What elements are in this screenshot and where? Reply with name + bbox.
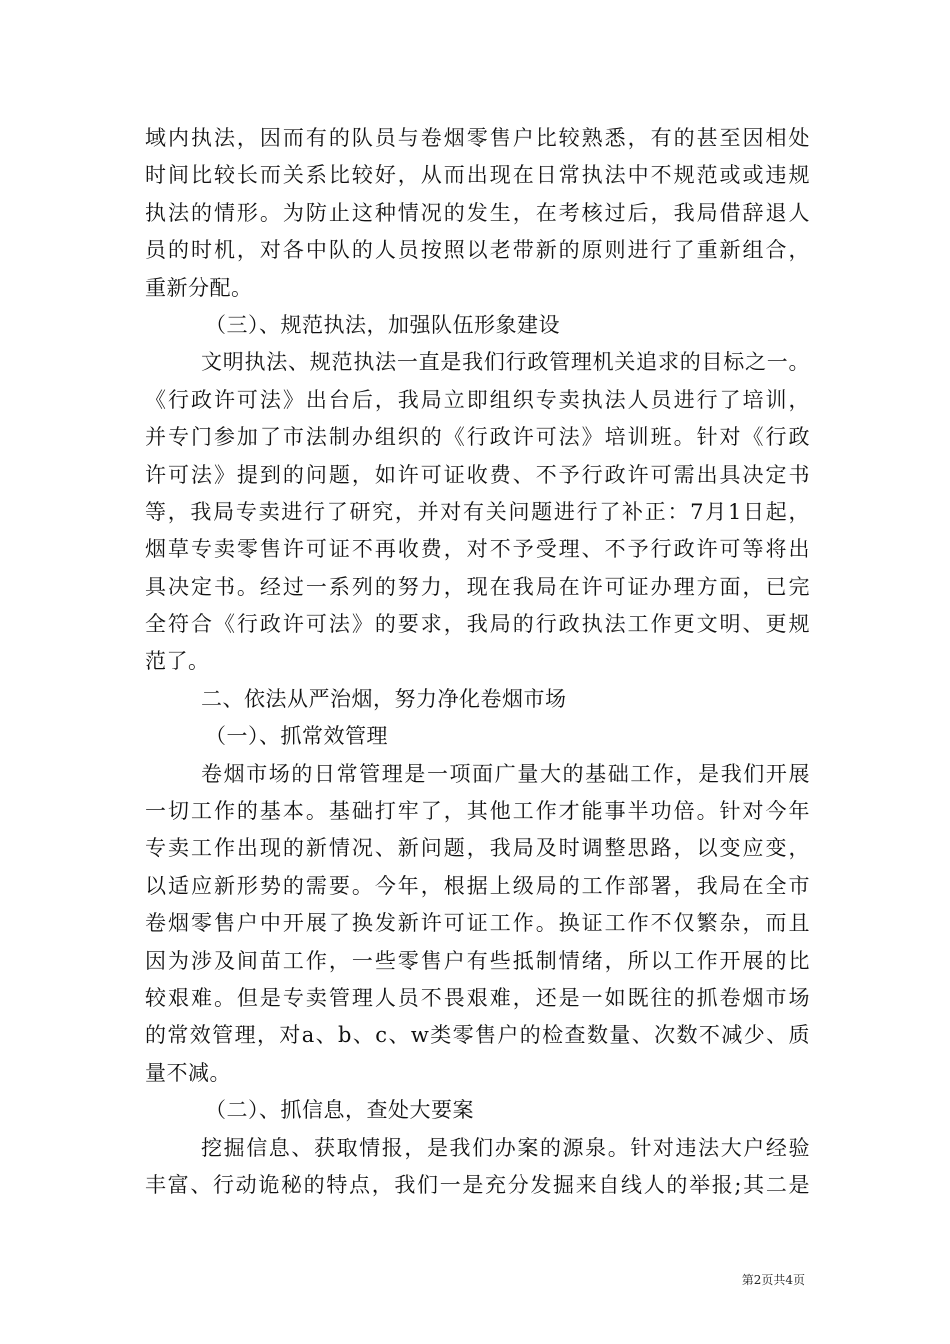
text-line: 具决定书。经过一系列的努力，现在我局在许可证办理方面，已完: [145, 574, 810, 599]
text-line: 专卖工作出现的新情况、新问题，我局及时调整思路，以变应变，: [145, 836, 810, 861]
text-line: 执法的情形。为防止这种情况的发生，在考核过后，我局借辞退人: [145, 200, 810, 225]
text-line: 的常效管理，对a、b、c、w类零售户的检查数量、次数不减少、质: [145, 1023, 810, 1048]
text-line: 员的时机，对各中队的人员按照以老带新的原则进行了重新组合，: [145, 238, 810, 263]
text-line: 一切工作的基本。基础打牢了，其他工作才能事半功倍。针对今年: [145, 799, 810, 824]
text-line: 挖掘信息、获取情报，是我们办案的源泉。针对违法大户经验: [201, 1135, 810, 1160]
text-line: 重新分配。: [145, 275, 253, 300]
text-line: 范了。: [145, 649, 210, 674]
text-line: 文明执法、规范执法一直是我们行政管理机关追求的目标之一。: [201, 350, 810, 375]
text-line: 较艰难。但是专卖管理人员不畏艰难，还是一如既往的抓卷烟市场: [145, 985, 810, 1010]
text-line: 二、依法从严治烟，努力净化卷烟市场: [201, 686, 567, 711]
text-line: 丰富、行动诡秘的特点，我们一是充分发掘来自线人的举报;其二是: [145, 1172, 810, 1197]
text-line: 许可法》提到的问题，如许可证收费、不予行政许可需出具决定书: [145, 462, 810, 487]
text-line: 量不减。: [145, 1060, 231, 1085]
text-line: 全符合《行政许可法》的要求，我局的行政执法工作更文明、更规: [145, 612, 810, 637]
text-line: 因为涉及间苗工作，一些零售户有些抵制情绪，所以工作开展的比: [145, 948, 810, 973]
text-line: 域内执法，因而有的队员与卷烟零售户比较熟悉，有的甚至因相处: [145, 126, 810, 150]
text-line: 等，我局专卖进行了研究，并对有关问题进行了补正：7月1日起，: [145, 499, 810, 524]
document-body: [145, 120, 810, 1204]
text-line: （二）、抓信息，查处大要案: [205, 1098, 474, 1123]
text-line: 卷烟零售户中开展了换发新许可证工作。换证工作不仅繁杂，而且: [145, 911, 810, 936]
page-number: 第2页共4页: [741, 1273, 805, 1287]
text-line: 并专门参加了市法制办组织的《行政许可法》培训班。针对《行政: [145, 425, 810, 450]
text-line: （一）、抓常效管理: [205, 724, 388, 749]
text-line: 卷烟市场的日常管理是一项面广量大的基础工作，是我们开展: [201, 761, 810, 786]
text-line: 《行政许可法》出台后，我局立即组织专卖执法人员进行了培训，: [145, 387, 810, 412]
text-line: 以适应新形势的需要。今年，根据上级局的工作部署，我局在全市: [145, 873, 810, 898]
text-line: （三）、规范执法，加强队伍形象建设: [205, 312, 560, 337]
text-line: 烟草专卖零售许可证不再收费，对不予受理、不予行政许可等将出: [145, 537, 810, 562]
text-line: 时间比较长而关系比较好，从而出现在日常执法中不规范或或违规: [145, 163, 810, 188]
